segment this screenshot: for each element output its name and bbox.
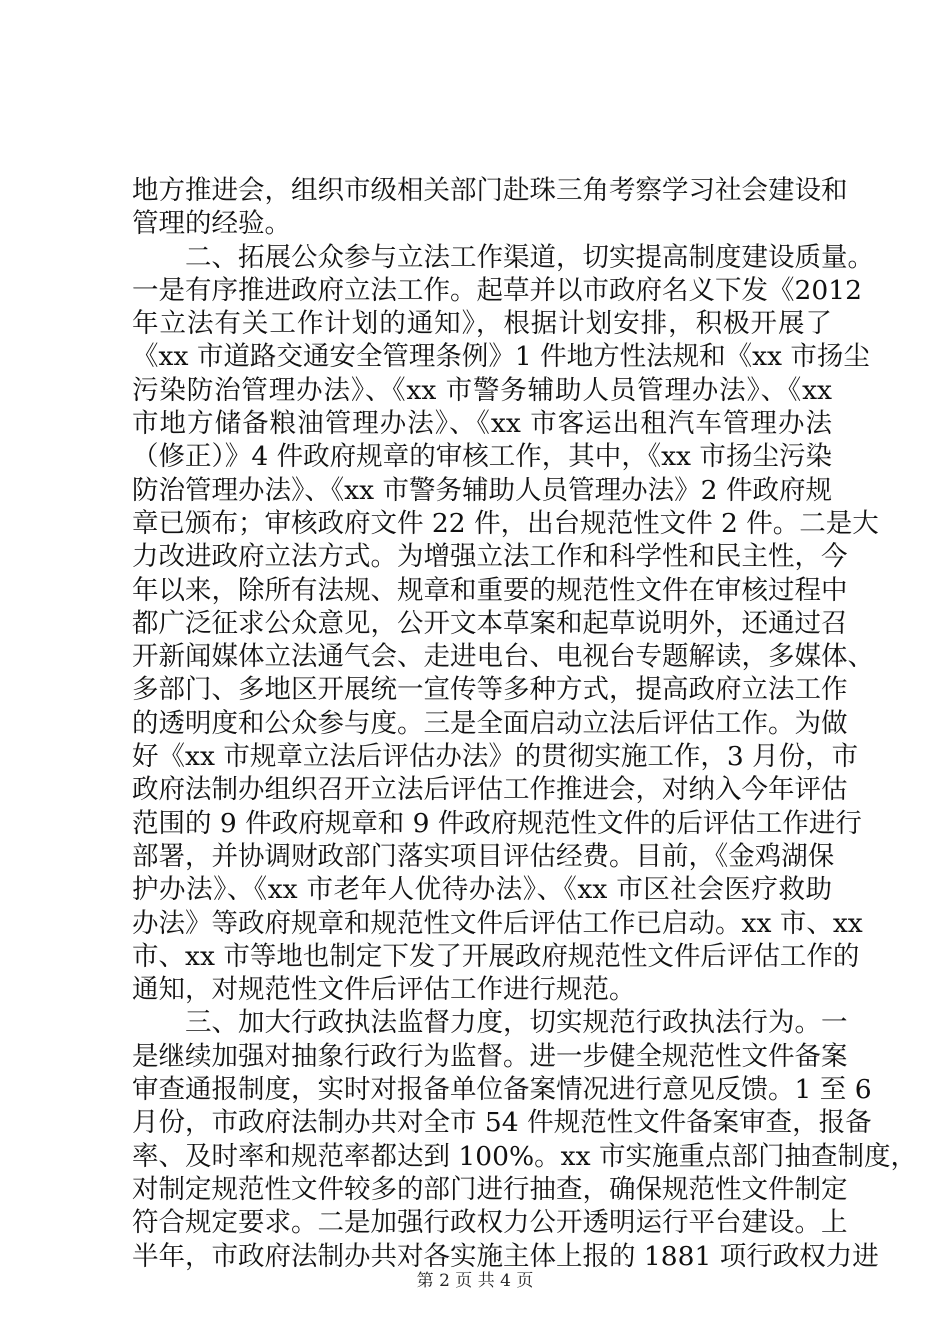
text-line: 年以来，除所有法规、规章和重要的规范性文件在审核过程中	[132, 574, 848, 606]
text-line: 是继续加强对抽象行政行为监督。进一步健全规范性文件备案	[132, 1040, 848, 1072]
text-line: 审查通报制度，实时对报备单位备案情况进行意见反馈。1 至 6	[132, 1074, 872, 1106]
text-line: 管理的经验。	[132, 208, 291, 240]
text-line: 都广泛征求公众意见，公开文本草案和起草说明外，还通过召	[132, 607, 848, 639]
text-line: 的透明度和公众参与度。三是全面启动立法后评估工作。为做	[132, 707, 848, 739]
text-line: 政府法制办组织召开立法后评估工作推进会，对纳入今年评估	[132, 774, 848, 806]
text-line: 污染防治管理办法》、《xx 市警务辅助人员管理办法》、《xx	[132, 374, 832, 406]
text-line: （修正）》4 件政府规章的审核工作，其中，《xx 市扬尘污染	[132, 441, 832, 473]
text-line: 开新闻媒体立法通气会、走进电台、电视台专题解读，多媒体、	[132, 641, 874, 673]
text-line: 章已颁布；审核政府文件 22 件，出台规范性文件 2 件。二是大	[132, 507, 879, 539]
page-number-footer: 第 2 页 共 4 页	[416, 1271, 534, 1291]
text-line: 防治管理办法》、《xx 市警务辅助人员管理办法》2 件政府规	[132, 474, 832, 506]
paragraph-heading-line: 二、拓展公众参与立法工作渠道，切实提高制度建设质量。	[185, 241, 874, 273]
text-line: 力改进政府立法方式。为增强立法工作和科学性和民主性，今	[132, 541, 848, 573]
text-line: 地方推进会，组织市级相关部门赴珠三角考察学习社会建设和	[132, 175, 848, 206]
text-line: 月份，市政府法制办共对全市 54 件规范性文件备案审查，报备	[132, 1107, 872, 1139]
text-line: 护办法》、《xx 市老年人优待办法》、《xx 市区社会医疗救助	[132, 874, 832, 906]
text-line: 好《xx 市规章立法后评估办法》的贯彻实施工作，3 月份，市	[132, 741, 859, 773]
text-line: 率、及时率和规范率都达到 100%。xx 市实施重点部门抽查制度，	[132, 1140, 917, 1172]
text-line: 半年，市政府法制办共对各实施主体上报的 1881 项行政权力进	[132, 1240, 879, 1272]
text-line: 通知，对规范性文件后评估工作进行规范。	[132, 974, 636, 1006]
text-line: 多部门、多地区开展统一宣传等多种方式，提高政府立法工作	[132, 674, 848, 706]
text-line: 对制定规范性文件较多的部门进行抽查，确保规范性文件制定	[132, 1173, 848, 1205]
text-line: 市地方储备粮油管理办法》、《xx 市客运出租汽车管理办法	[132, 408, 832, 440]
text-line: 一是有序推进政府立法工作。起草并以市政府名义下发《2012	[132, 274, 862, 306]
paragraph-heading-line: 三、加大行政执法监督力度，切实规范行政执法行为。一	[185, 1007, 848, 1039]
text-line: 范围的 9 件政府规章和 9 件政府规范性文件的后评估工作进行	[132, 807, 862, 839]
text-line: 符合规定要求。二是加强行政权力公开透明运行平台建设。上	[132, 1207, 848, 1239]
text-line: 部署，并协调财政部门落实项目评估经费。目前，《金鸡湖保	[132, 840, 835, 872]
text-line: 市、xx 市等地也制定下发了开展政府规范性文件后评估工作的	[132, 940, 860, 972]
body-text	[132, 174, 917, 1273]
text-line: 办法》等政府规章和规范性文件后评估工作已启动。xx 市、xx	[132, 907, 863, 939]
text-line: 年立法有关工作计划的通知》，根据计划安排，积极开展了	[132, 308, 832, 340]
text-line: 《xx 市道路交通安全管理条例》1 件地方性法规和《xx 市扬尘	[132, 341, 870, 373]
